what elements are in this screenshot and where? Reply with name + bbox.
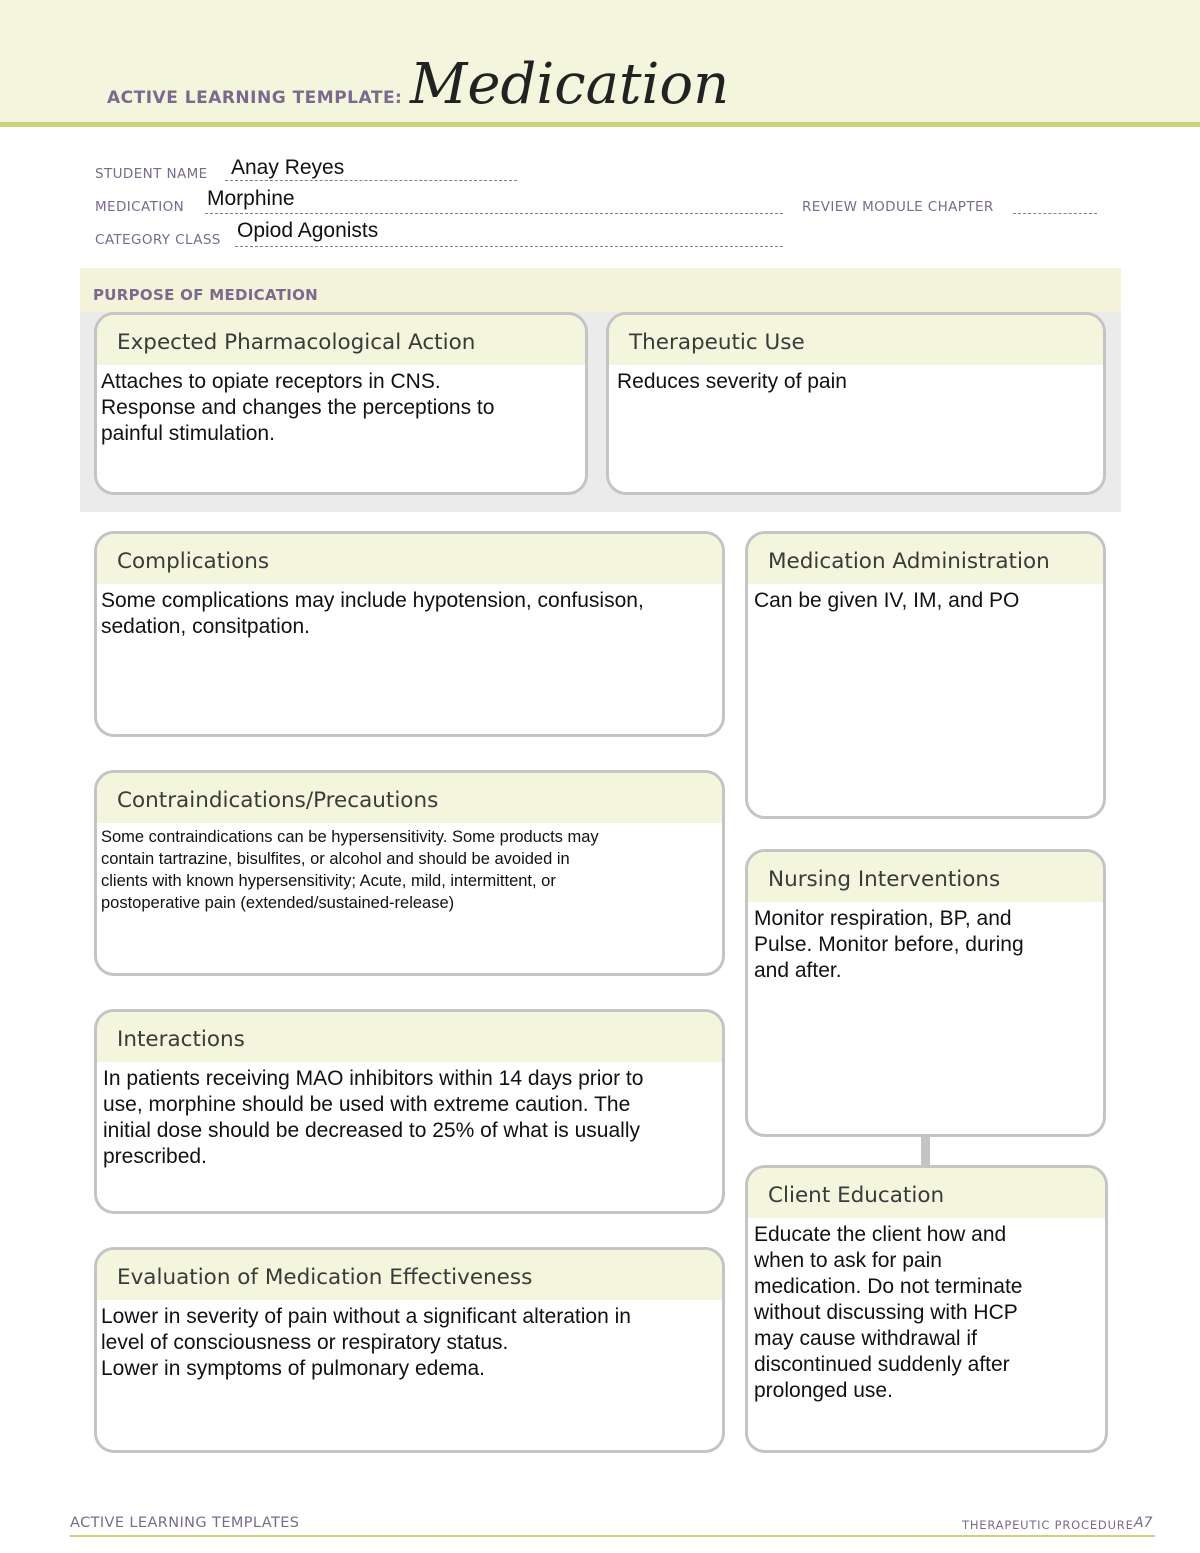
nursing-interventions-title: Nursing Interventions	[768, 867, 1001, 892]
nursing-interventions-header	[748, 852, 1103, 902]
purpose-label: PURPOSE OF MEDICATION	[93, 286, 319, 304]
medication-administration-header	[748, 534, 1103, 584]
medication-administration-title: Medication Administration	[768, 549, 1050, 574]
therapeutic-use-box	[606, 312, 1106, 495]
category-class-field[interactable]: Opiod Agonists	[237, 219, 379, 242]
therapeutic-use-header	[609, 315, 1103, 365]
contraindications-box	[94, 770, 725, 976]
template-title: Medication	[410, 52, 730, 117]
student-name-label: STUDENT NAME	[95, 166, 208, 182]
contraindications-text[interactable]: Some contraindications can be hypersensitivity. Some products may contain tartrazine, bisulfites, or alcohol and should be avoided in clients with known hypersensitivity; Acute, mild, intermittent, or postoperative pain (extended/sustained-release)	[101, 828, 599, 912]
medication-label: MEDICATION	[95, 199, 185, 215]
client-education-header	[748, 1168, 1105, 1218]
complications-header	[97, 534, 722, 584]
contraindications-title: Contraindications/Precautions	[117, 788, 439, 813]
client-education-box	[745, 1165, 1108, 1453]
expected-action-title: Expected Pharmacological Action	[117, 330, 476, 355]
client-education-text[interactable]: Educate the client how and when to ask for pain medication. Do not terminate without discussing with HCP may cause withdrawal if discontinued suddenly after prolonged use.	[754, 1223, 1023, 1402]
footer-right: THERAPEUTIC PROCEDURE	[962, 1518, 1134, 1532]
nursing-interventions-box	[745, 849, 1106, 1137]
evaluation-text[interactable]: Lower in severity of pain without a significant alteration in level of consciousness or respiratory status. Lower in symptoms of pulmonary edema.	[101, 1305, 631, 1380]
nursing-interventions-text[interactable]: Monitor respiration, BP, and Pulse. Monitor before, during and after.	[754, 907, 1024, 982]
header-rule	[0, 122, 1200, 127]
expected-action-header	[97, 315, 585, 365]
footer-left: ACTIVE LEARNING TEMPLATES	[70, 1515, 300, 1531]
therapeutic-use-text[interactable]: Reduces severity of pain	[617, 370, 847, 393]
footer-page-number: A7	[1134, 1515, 1153, 1531]
footer-rule	[70, 1535, 1155, 1537]
evaluation-title: Evaluation of Medication Effectiveness	[117, 1265, 533, 1290]
expected-action-box	[94, 312, 588, 495]
connector-bar	[921, 1135, 930, 1165]
review-module-label: REVIEW MODULE CHAPTER	[802, 199, 994, 215]
evaluation-header	[97, 1250, 722, 1300]
interactions-title: Interactions	[117, 1027, 245, 1052]
category-class-line	[235, 246, 783, 247]
medication-line	[205, 213, 783, 214]
medication-administration-text[interactable]: Can be given IV, IM, and PO	[754, 589, 1020, 612]
therapeutic-use-title: Therapeutic Use	[629, 330, 805, 355]
complications-title: Complications	[117, 549, 270, 574]
complications-text[interactable]: Some complications may include hypotension, confusison, sedation, consitpation.	[101, 589, 644, 638]
student-name-line	[225, 180, 517, 181]
review-module-field[interactable]	[1013, 213, 1097, 214]
template-label: ACTIVE LEARNING TEMPLATE:	[107, 88, 403, 108]
expected-action-text[interactable]: Attaches to opiate receptors in CNS. Response and changes the perceptions to painful stimulation.	[101, 370, 495, 445]
medication-administration-box	[745, 531, 1106, 819]
interactions-text[interactable]: In patients receiving MAO inhibitors within 14 days prior to use, morphine should be used with extreme caution. The initial dose should be decreased to 25% of what is usually prescribed.	[103, 1067, 644, 1168]
category-class-label: CATEGORY CLASS	[95, 232, 221, 248]
interactions-box	[94, 1009, 725, 1214]
interactions-header	[97, 1012, 722, 1062]
client-education-title: Client Education	[768, 1183, 945, 1208]
evaluation-box	[94, 1247, 725, 1453]
medication-field[interactable]: Morphine	[207, 187, 295, 210]
student-name-field[interactable]: Anay Reyes	[231, 156, 345, 179]
complications-box	[94, 531, 725, 737]
contraindications-header	[97, 773, 722, 823]
